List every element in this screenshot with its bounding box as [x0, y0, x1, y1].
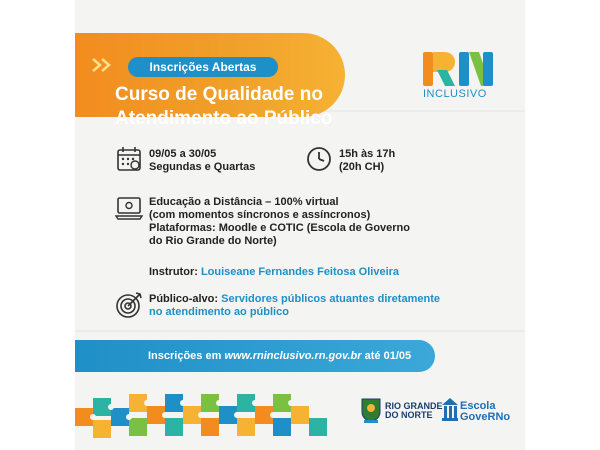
- target-icon: [115, 291, 143, 319]
- modality-line: Educação a Distância – 100% virtual: [149, 196, 339, 208]
- audience-label: Público-alvo:: [149, 293, 219, 305]
- audience-block: [149, 293, 440, 319]
- rn-government-logo: [385, 402, 443, 420]
- instructor-name: Louiseane Fernandes Feitosa Oliveira: [200, 266, 400, 278]
- rn-inclusivo-logo: [421, 50, 497, 88]
- week-days: Segundas e Quartas: [149, 161, 256, 173]
- calendar-icon: [116, 146, 142, 172]
- modality-line: Plataformas: Moodle e COTIC (Escola de Governo: [149, 222, 410, 234]
- modality-block: [149, 196, 410, 248]
- instructor-label: Instrutor:: [149, 266, 198, 278]
- modality-line: do Rio Grande do Norte): [149, 235, 277, 247]
- workload: (20h CH): [339, 161, 385, 173]
- paper-crease: [75, 330, 525, 332]
- audience-line: Servidores públicos atuantes diretamente: [221, 293, 440, 305]
- clock-icon: [306, 146, 332, 172]
- modality-line: (com momentos síncronos e assíncronos): [149, 209, 371, 221]
- poster: [75, 0, 525, 450]
- title-line: Atendimento ao Público: [115, 108, 333, 129]
- logo-subtitle: INCLUSIVO: [423, 88, 487, 100]
- rio-grande-do-norte-crest-icon: [359, 396, 383, 426]
- logo-mark: RN: [421, 50, 423, 51]
- double-chevron-icon: [91, 57, 117, 73]
- date-range: 09/05 a 30/05: [149, 148, 217, 160]
- escola-logo-line: GoveRNo: [460, 411, 511, 423]
- audience-line: no atendimento ao público: [149, 306, 289, 318]
- escola-logo-line: Escola: [460, 400, 496, 412]
- course-title: [115, 83, 345, 131]
- registration-bar: [75, 340, 435, 372]
- registration-deadline: até 01/05: [364, 350, 412, 362]
- registration-prefix: Inscrições em: [148, 350, 222, 362]
- rn-logo-line: DO NORTE: [385, 410, 433, 420]
- rn-logo-line: RIO GRANDE: [385, 401, 443, 411]
- header-banner: [75, 33, 345, 129]
- puzzle-decoration: [75, 380, 355, 450]
- registration-badge: Inscrições Abertas: [128, 57, 278, 77]
- escola-governo-building-icon: [441, 396, 459, 422]
- instructor-line: [149, 266, 399, 279]
- escola-governo-logo: [460, 401, 510, 423]
- registration-url[interactable]: www.rninclusivo.rn.gov.br: [224, 350, 362, 362]
- schedule-dates: [149, 148, 255, 174]
- schedule-hours: [339, 148, 395, 174]
- hour-range: 15h às 17h: [339, 148, 396, 160]
- title-line: Curso de Qualidade no: [115, 84, 323, 105]
- laptop-icon: [115, 196, 143, 220]
